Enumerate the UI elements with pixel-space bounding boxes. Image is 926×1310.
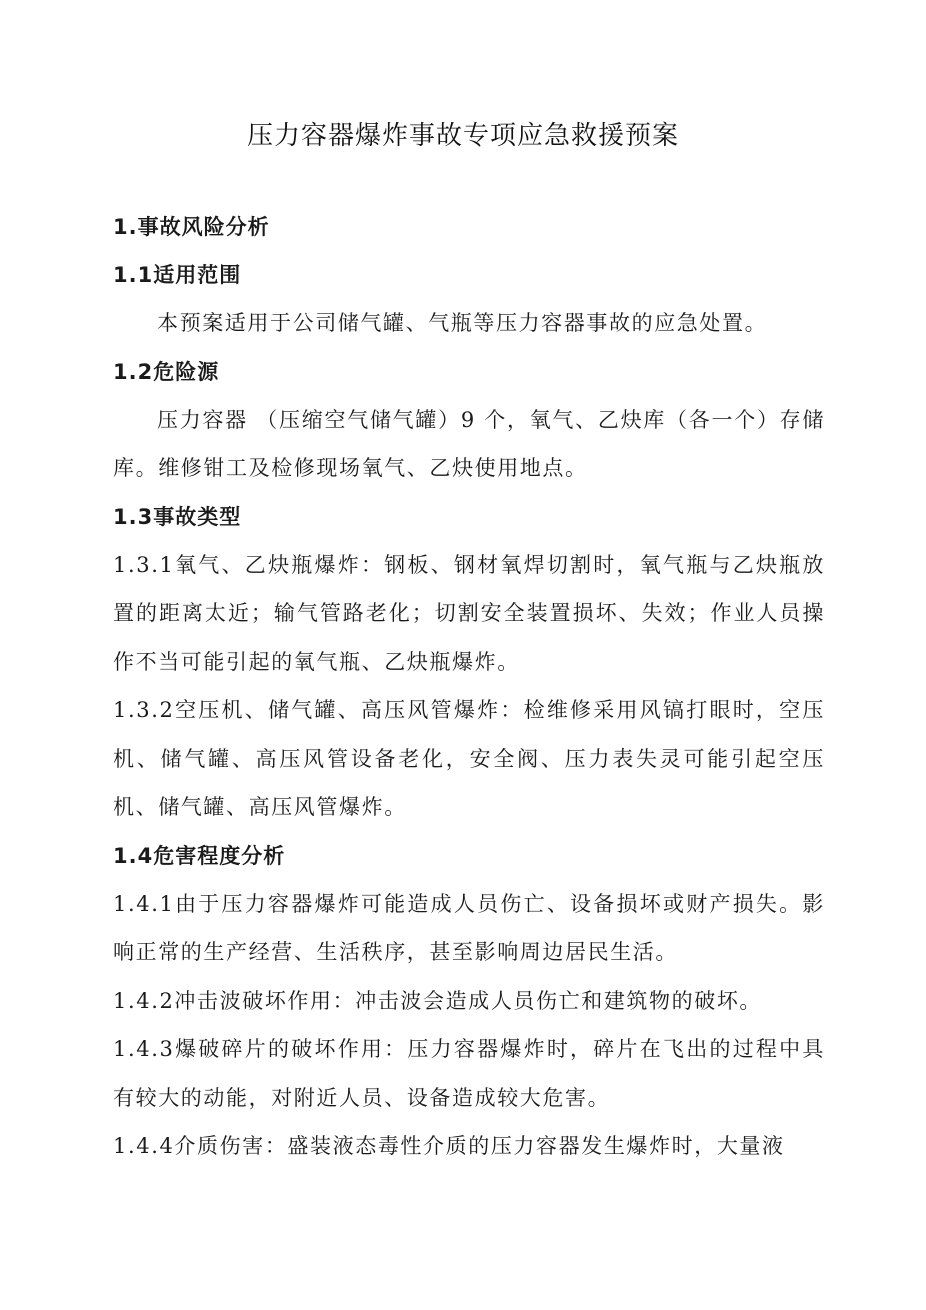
heading-accident-types: 1.3事故类型: [113, 504, 242, 529]
paragraph-hazard-source: 压力容器 （压缩空气储气罐）9 个，氧气、乙炔库（各一个）存储库。维修钳工及检修现场氧气、乙炔使用地点。: [113, 407, 825, 480]
paragraph-oxygen-acetylene-explosion: 1.3.1氧气、乙炔瓶爆炸：钢板、钢材氧焊切割时，氧气瓶与乙炔瓶放置的距离太近；输气管路老化；切割安全装置损坏、失效；作业人员操作不当可能引起的氧气瓶、乙炔瓶爆炸。: [113, 552, 825, 674]
heading-scope: 1.1适用范围: [113, 263, 242, 287]
paragraph-compressor-explosion: 1.3.2空压机、储气罐、高压风管爆炸：检维修采用风镐打眼时，空压机、储气罐、高压风管设备老化，安全阀、压力表失灵可能引起空压机、储气罐、高压风管爆炸。: [113, 698, 825, 819]
paragraph-shockwave: 1.4.2冲击波破坏作用：冲击波会造成人员伤亡和建筑物的破坏。: [113, 988, 763, 1013]
paragraph-scope: 本预案适用于公司储气罐、气瓶等压力容器事故的应急处置。: [157, 311, 768, 335]
heading-hazard-source: 1.2危险源: [113, 359, 220, 384]
paragraph-fragments: 1.4.3爆破碎片的破坏作用：压力容器爆炸时，碎片在飞出的过程中具有较大的动能，对附近人员、设备造成较大危害。: [113, 1037, 825, 1110]
paragraph-casualties: 1.4.1由于压力容器爆炸可能造成人员伤亡、设备损坏或财产损失。影响正常的生产经营、生活秩序，甚至影响周边居民生活。: [113, 891, 825, 964]
heading-risk-analysis: 1.事故风险分析: [113, 215, 270, 239]
heading-harm-analysis: 1.4危害程度分析: [113, 843, 286, 868]
paragraph-medium-harm: 1.4.4介质伤害：盛装液态毒性介质的压力容器发生爆炸时，大量液: [113, 1134, 785, 1158]
document-title: 压力容器爆炸事故专项应急救援预案: [246, 121, 679, 151]
document-body: [113, 203, 825, 1171]
